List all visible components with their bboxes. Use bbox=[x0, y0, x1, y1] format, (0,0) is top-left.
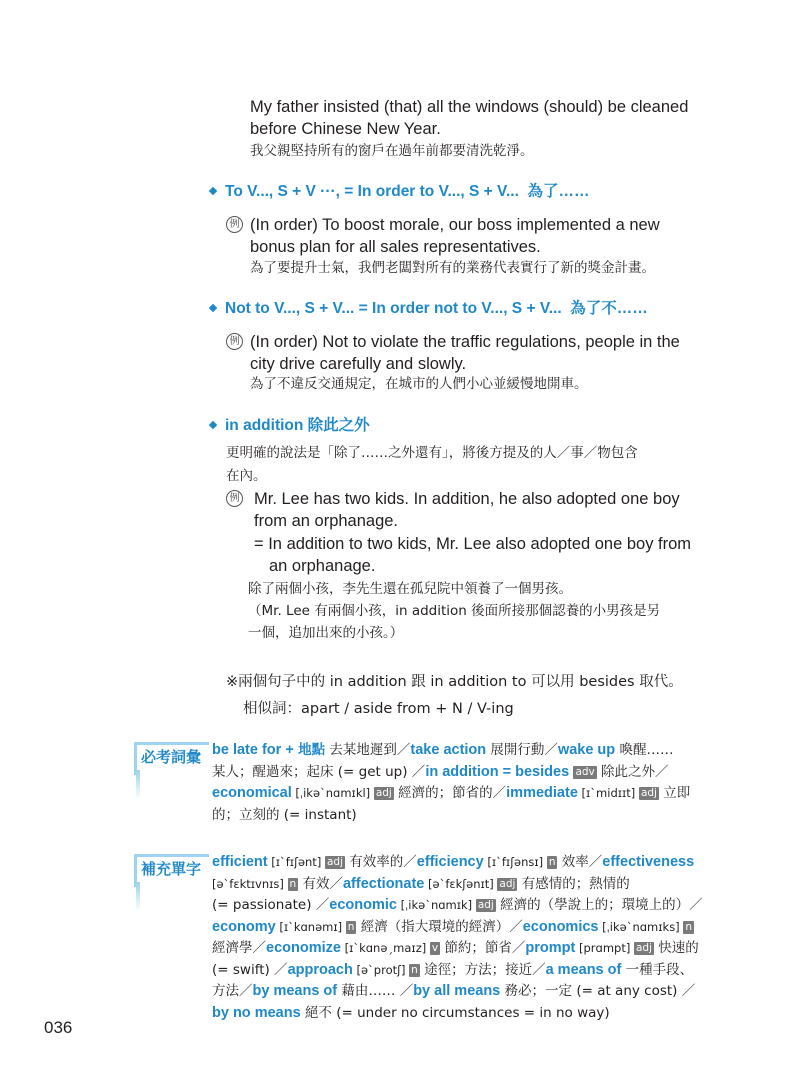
pos-badge: adj bbox=[640, 787, 657, 799]
pos-badge: adj bbox=[635, 942, 652, 954]
pos-badge: adj bbox=[375, 787, 392, 799]
pos-badge: n bbox=[685, 920, 692, 933]
example-mark-icon: 例 bbox=[226, 216, 243, 233]
example-en-line: from an orphanage. bbox=[254, 512, 399, 530]
example-zh-line: 為了要提升士氣，我們老闆對所有的業務代表實行了新的獎金計畫。 bbox=[250, 260, 655, 276]
example-en-line: before Chinese New Year. bbox=[250, 120, 441, 138]
example-en-line: city drive carefully and slowly. bbox=[250, 355, 467, 373]
diamond-bullet-icon bbox=[209, 304, 217, 312]
vocab-tag-required: 必考詞彙 bbox=[136, 744, 206, 770]
example-block bbox=[226, 214, 786, 284]
example-block bbox=[226, 331, 786, 401]
example-mark-icon: 例 bbox=[226, 333, 243, 350]
note-line: ※兩個句子中的 in addition 跟 in addition to 可以用 besides 取代。 bbox=[226, 674, 683, 690]
example-zh-line: 為了不違反交通規定，在城市的人們小心並緩慢地開車。 bbox=[250, 376, 588, 392]
example-en-line: = In addition to two kids, Mr. Lee also adopted one boy from bbox=[254, 535, 692, 553]
pos-badge: adv bbox=[575, 765, 595, 778]
example-mark-icon: 例 bbox=[226, 490, 243, 507]
diamond-bullet-icon bbox=[209, 187, 217, 195]
example-block bbox=[226, 488, 786, 648]
vocab-paragraph: be late for + 地點 去某地遲到／take action 展開行動／wake up 喚醒…… 某人；醒過來；起床 (= get up) ／in addition = besides adv 除此之外／ economical [ˌikəˋnɑmɪkl] adj 經濟的；節省的／immediate [ɪˋmidɪɪt] adj 立即 的；立刻的 (= instant) bbox=[212, 742, 691, 823]
description-line: 更明確的說法是「除了……之外還有」，將後方提及的人／事／物包含 bbox=[226, 445, 638, 461]
example-en-line: (In order) Not to violate the traffic regulations, people in the bbox=[250, 333, 680, 351]
pos-badge: n bbox=[347, 920, 355, 933]
pos-badge: n bbox=[411, 963, 418, 976]
similar-words-line: 相似詞：apart / aside from + N / V-ing bbox=[243, 701, 514, 717]
example-en-line: an orphanage. bbox=[269, 557, 376, 575]
example-en-line: (In order) To boost morale, our boss implemented a new bbox=[250, 216, 660, 234]
example-zh-line: 我父親堅持所有的窗戶在過年前都要清洗乾淨。 bbox=[250, 143, 534, 159]
vocab-tag-supplementary: 補充單字 bbox=[136, 856, 206, 882]
section-heading: Not to V..., S + V... = In order not to V..., S + V... 為了不…… bbox=[210, 299, 648, 319]
example-en-line: My father insisted (that) all the windows (should) be cleaned bbox=[250, 98, 689, 116]
pos-badge: adj bbox=[499, 877, 516, 890]
pos-badge: adj bbox=[326, 856, 343, 868]
page-number: 036 bbox=[44, 1018, 73, 1037]
pos-badge: n bbox=[548, 856, 556, 868]
pos-badge: n bbox=[289, 877, 297, 890]
pos-badge: v bbox=[431, 942, 439, 954]
example-en-line: bonus plan for all sales representatives. bbox=[250, 238, 541, 256]
pos-badge: adj bbox=[477, 899, 494, 911]
vocab-paragraph: efficient [ɪˋfɪʃənt] adj 有效率的／efficiency [ɪˋfɪʃənsɪ] n 效率／effectiveness [əˋfɛktɪvnɪs] n 有效／affectionate [əˋfɛkʃənɪt] adj 有感情的；熱情的 (= passionate) ／economic [ˌikəˋnɑmɪk] adj 經濟的（學說上的；環境上的）／ economy [ɪˋkɑnəmɪ] n 經濟（指大環境的經濟）／economics [ˌikəˋnɑmɪks] n 經濟學／economize [ɪˋkɑnəˏmaɪz] v 節約；節省／prompt [prɑmpt] adj 快速的 (= swift) ／approach [əˋprotʃ] n 途徑；方法；接近／a means of 一種手段、 方法／by means of 藉由…… ／by all means 務必；一定 (= at any cost) ／ by no means 絕不 (= under no circumstances = in no way) bbox=[212, 854, 703, 1021]
diamond-bullet-icon bbox=[209, 421, 217, 429]
description-line: 在內。 bbox=[226, 468, 267, 484]
example-en-line: Mr. Lee has two kids. In addition, he also adopted one boy bbox=[254, 490, 680, 508]
section-heading: To V..., S + V ···, = In order to V..., S + V... 為了…… bbox=[210, 182, 590, 202]
example-zh-line: 除了兩個小孩，李先生還在孤兒院中領養了一個男孩。 bbox=[248, 581, 572, 597]
example-zh-line: （Mr. Lee 有兩個小孩，in addition 後面所接那個認養的小男孩是另 bbox=[248, 603, 661, 619]
example-zh-line: 一個，追加出來的小孩。） bbox=[248, 625, 404, 641]
section-heading: in addition 除此之外 bbox=[210, 416, 370, 436]
